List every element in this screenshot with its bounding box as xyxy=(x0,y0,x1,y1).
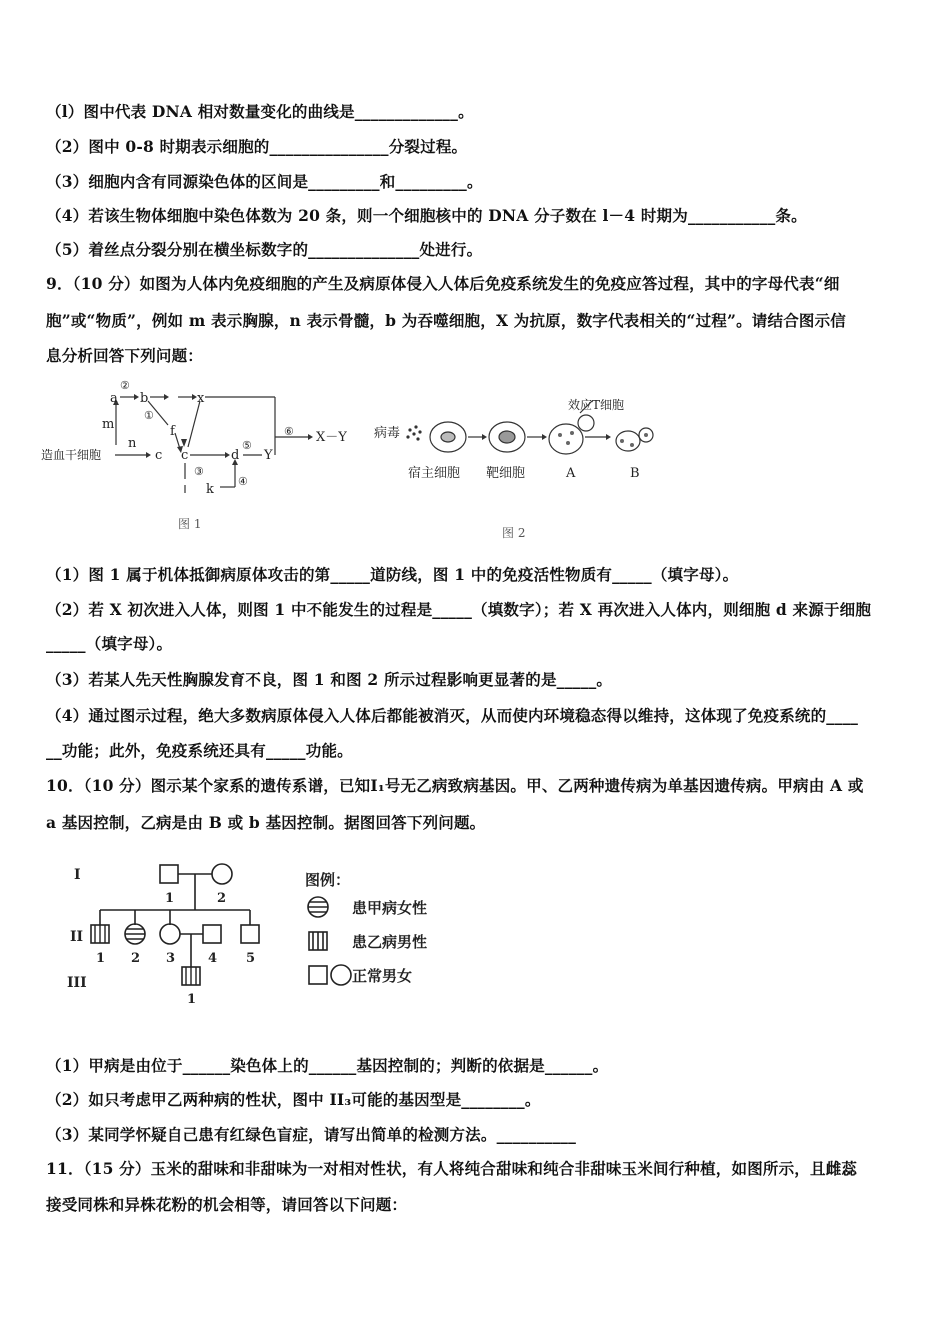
fig2-effector-label: 效应T细胞 xyxy=(568,398,625,412)
fig2-host-label: 宿主细胞 xyxy=(408,466,461,481)
q9-stem-line-3: 息分析回答下列问题： xyxy=(46,346,204,365)
fig1-c2: c xyxy=(181,448,189,463)
cell-a-icon xyxy=(549,424,583,454)
q8-item-3: （3）细胞内含有同源染色体的区间是_________和_________。 xyxy=(46,172,483,191)
fig1-a: a xyxy=(110,391,118,406)
fig1-step-2: ② xyxy=(120,379,130,392)
fig1-step-5: ⑤ xyxy=(242,439,252,452)
cell-b-icon xyxy=(616,431,640,451)
fig1-c1: c xyxy=(155,448,163,463)
q11-stem-line-1: 11．（15 分）玉米的甜味和非甜味为一对相对性状，有人将纯合甜味和纯合非甜味玉米间行种植，如图所示，且雌蕊 xyxy=(46,1159,858,1178)
fig1-m: m xyxy=(102,417,115,432)
gen2-female-3 xyxy=(160,924,180,944)
gen-label-2: II xyxy=(70,929,84,945)
gen1-num-1: 1 xyxy=(165,891,175,906)
q8-item-2: （2）图中 0-8 时期表示细胞的_______________分裂过程。 xyxy=(46,137,468,156)
fig1-n: n xyxy=(128,436,137,451)
gen1-num-2: 2 xyxy=(217,891,227,906)
fig1-caption: 图 1 xyxy=(178,517,202,531)
gen1-male-1 xyxy=(160,865,178,883)
gen2-num-2: 2 xyxy=(131,951,141,966)
q8-item-1: （l）图中代表 DNA 相对数量变化的曲线是_____________。 xyxy=(46,102,474,121)
fig2-virus-label: 病毒 xyxy=(374,426,401,441)
target-cell-diagram xyxy=(370,385,680,545)
fig1-b: b xyxy=(140,391,149,406)
fig1-out-label: X－Y xyxy=(316,430,347,445)
fig2-caption: 图 2 xyxy=(502,526,526,540)
gen-label-1: I xyxy=(74,867,81,883)
legend-item-2: 患乙病男性 xyxy=(352,933,428,951)
legend-item-3: 正常男女 xyxy=(352,967,413,985)
q9-item-1: （1）图 1 属于机体抵御病原体攻击的第_____道防线，图 1 中的免疫活性物质有_____（填字母）。 xyxy=(46,565,739,584)
fig2-b-label: B xyxy=(630,466,640,481)
immune-flow-diagram xyxy=(40,375,360,545)
fig1-d: d xyxy=(231,448,240,463)
gen2-male-4 xyxy=(203,925,221,943)
q10-item-1: （1）甲病是由位于______染色体上的______基因控制的；判断的依据是______。 xyxy=(46,1056,609,1075)
fig1-f: f xyxy=(170,424,175,439)
fig1-step-6: ⑥ xyxy=(284,425,294,438)
fig1-step-4: ④ xyxy=(238,475,248,488)
gen2-num-5: 5 xyxy=(246,951,256,966)
q9-item-2-cont: _____（填字母）。 xyxy=(46,634,173,653)
q9-item-2: （2）若 X 初次进入人体，则图 1 中不能发生的过程是_____（填数字）；若 X 再次进入人体内，则细胞 d 来源于细胞 xyxy=(46,600,872,619)
fig1-step-1: ① xyxy=(144,409,154,422)
q8-item-5: （5）着丝点分裂分别在横坐标数字的______________处进行。 xyxy=(46,240,483,259)
gen1-female-2 xyxy=(212,864,232,884)
legend-square-icon xyxy=(309,966,327,984)
pedigree-chart xyxy=(60,855,490,1015)
effector-t-cell-icon xyxy=(578,415,594,431)
gen2-male-5 xyxy=(241,925,259,943)
legend-title: 图例： xyxy=(305,871,351,889)
q9-stem-line-2: 胞”或“物质”，例如 m 表示胸腺，n 表示骨髓，b 为吞噬细胞，X 为抗原，数字代表相关的“过程”。请结合图示信 xyxy=(46,311,846,330)
gen3-num-1: 1 xyxy=(187,992,197,1007)
legend-item-1: 患甲病女性 xyxy=(352,899,428,917)
fig2-a-label: A xyxy=(566,466,576,481)
gen-label-3: III xyxy=(67,975,87,991)
virus-particles-icon xyxy=(406,425,421,440)
q9-item-4-cont: __功能；此外，免疫系统还具有_____功能。 xyxy=(46,741,353,760)
fig1-stem-cell-label: 造血干细胞 xyxy=(41,448,102,462)
fig1-step-3: ③ xyxy=(194,465,204,478)
q9-stem-line-1: 9．（10 分）如图为人体内免疫细胞的产生及病原体侵入人体后免疫系统发生的免疫应答过程，其中的字母代表“细 xyxy=(46,274,840,293)
q8-item-4: （4）若该生物体细胞中染色体数为 20 条，则一个细胞核中的 DNA 分子数在 l－4 时期为___________条。 xyxy=(46,206,807,225)
q9-item-4: （4）通过图示过程，绝大多数病原体侵入人体后都能被消灭，从而使内环境稳态得以维持，这体现了免疫系统的____ xyxy=(46,706,859,725)
q10-item-3: （3）某同学怀疑自己患有红绿色盲症，请写出简单的检测方法。__________ xyxy=(46,1125,577,1144)
gen2-num-4: 4 xyxy=(208,951,218,966)
fig1-k: k xyxy=(206,482,214,497)
q11-stem-line-2: 接受同株和异株花粉的机会相等，请回答以下问题： xyxy=(46,1195,408,1214)
q9-item-3: （3）若某人先天性胸腺发育不良，图 1 和图 2 所示过程影响更显著的是_____。 xyxy=(46,670,613,689)
gen2-num-1: 1 xyxy=(96,951,106,966)
fig2-target-label: 靶细胞 xyxy=(486,466,526,481)
fig1-x: x xyxy=(197,391,205,406)
legend-circle-icon xyxy=(331,965,351,985)
q10-stem-line-2: a 基因控制，乙病是由 B 或 b 基因控制。据图回答下列问题。 xyxy=(46,813,486,832)
q10-stem-line-1: 10．（10 分）图示某个家系的遗传系谱，已知Ⅰ₁号无乙病致病基因。甲、乙两种遗传病为单基因遗传病。甲病由 A 或 xyxy=(46,776,864,795)
fig1-Y: Y xyxy=(264,448,273,463)
gen2-num-3: 3 xyxy=(166,951,176,966)
q10-item-2: （2）如只考虑甲乙两种病的性状，图中 II₃可能的基因型是________。 xyxy=(46,1090,541,1109)
